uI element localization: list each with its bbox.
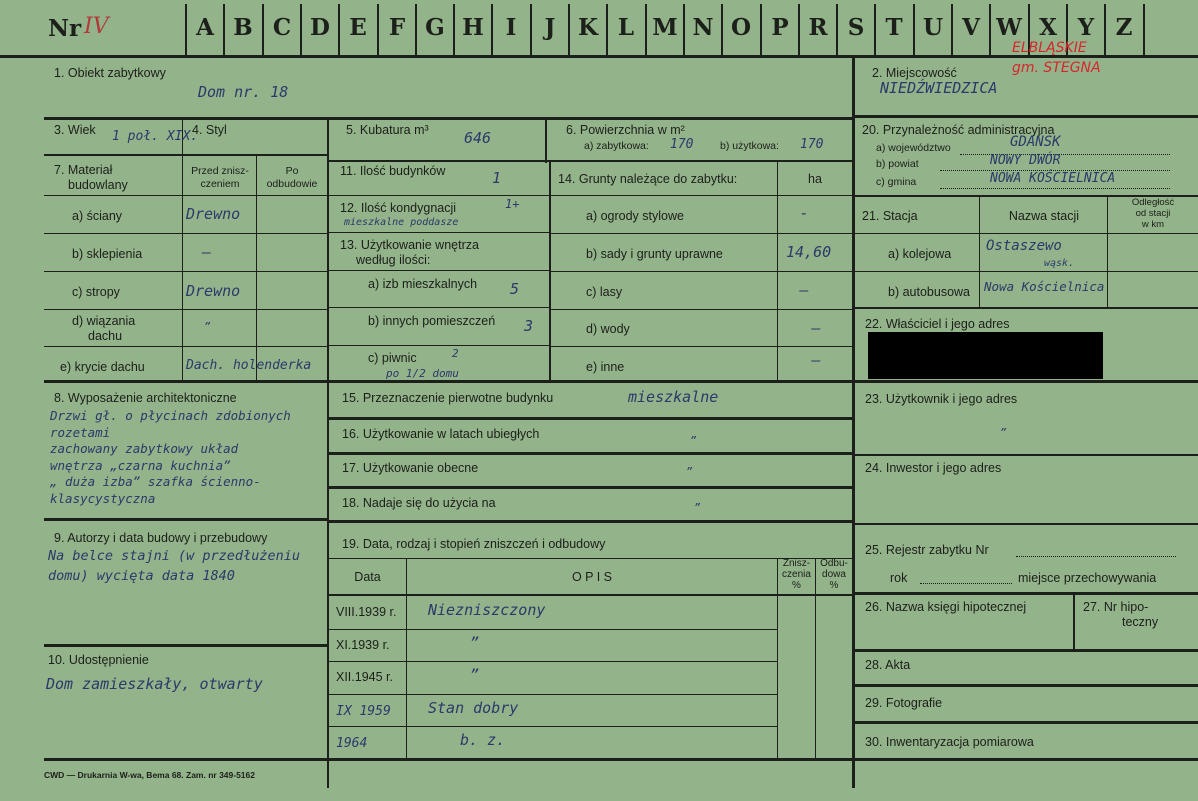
s5-value: 646 <box>464 129 492 147</box>
printer-footer: CWD — Drukarnia W-wa, Bema 68. Zam. nr 349-5162 <box>44 770 255 780</box>
letter-i: I <box>505 14 517 41</box>
s20-c-value: NOWA KOŚCIELNICA <box>990 171 1116 186</box>
s14-other-label: e) inne <box>586 360 625 374</box>
s23-value: ” <box>1000 426 1007 439</box>
s9-label: 9. Autorzy i data budowy i przebudowy <box>54 531 268 545</box>
letter-p: P <box>771 14 789 41</box>
s12-value-2: mieszkalne poddasze <box>344 217 459 228</box>
s6-b-value: 170 <box>800 137 824 152</box>
letter-l: L <box>617 14 635 41</box>
s21-col-dist-3: w km <box>1141 219 1165 230</box>
s13-c-label: c) piwnic <box>368 351 417 365</box>
s14-forests-label: c) lasy <box>586 285 623 299</box>
s8-line: wnętrza „czarna kuchnia” <box>50 457 231 473</box>
s23-label: 23. Użytkownik i jego adres <box>865 392 1018 406</box>
s26-label: 26. Nazwa księgi hipotecznej <box>865 600 1027 614</box>
s19-col-destr-3: % <box>792 580 801 591</box>
s9-line-1: Na belce stajni (w przedłużeniu <box>48 548 300 564</box>
s19-row-desc: Niezniszczony <box>428 601 546 619</box>
letter-m: M <box>652 14 678 41</box>
s19-col-destr-2: czenia <box>782 569 811 580</box>
s11-value: 1 <box>492 169 502 187</box>
s12-value-1: 1+ <box>505 197 520 211</box>
letter-e: E <box>349 14 367 41</box>
letter-f: F <box>388 14 406 41</box>
letter-x: X <box>1039 14 1057 41</box>
s7-vaults-value: — <box>202 243 212 261</box>
s12-label: 12. Ilość kondygnacji <box>340 201 457 215</box>
s13-b-value: 3 <box>524 317 534 335</box>
s14-gardens-value: - <box>799 204 809 222</box>
s18-label: 18. Nadaje się do użycia na <box>342 496 496 510</box>
letter-s: S <box>847 14 865 41</box>
nr-value: IV <box>84 14 109 39</box>
s19-row-date: IX 1959 <box>336 704 391 719</box>
s13-c-value-1: 2 <box>452 347 459 360</box>
letter-v: V <box>962 14 980 41</box>
letter-k: K <box>578 14 598 41</box>
s16-label: 16. Użytkowanie w latach ubiegłych <box>342 427 540 441</box>
s21-rail-value-2: wąsk. <box>1044 258 1075 269</box>
s7-ceilings-label: c) stropy <box>72 285 120 299</box>
s20-label: 20. Przynależność administracyjna <box>862 123 1055 137</box>
letter-n: N <box>692 14 714 41</box>
s7-trusses-value: ” <box>204 320 211 333</box>
s6-a-label: a) zabytkowa: <box>584 140 649 152</box>
s19-row-date: XII.1945 r. <box>336 670 393 684</box>
s19-row-desc: Stan dobry <box>428 699 519 717</box>
letter-a: A <box>196 14 214 41</box>
s1-value: Dom nr. 18 <box>198 83 289 101</box>
s7-col-after-2: odbudowie <box>266 178 318 190</box>
s19-col-rebuild-1: Odbu- <box>820 558 848 569</box>
letter-r: R <box>808 14 828 41</box>
s8-line: klasycystyczna <box>50 490 156 506</box>
letter-d: D <box>310 14 330 41</box>
letter-b: B <box>233 14 253 41</box>
s24-label: 24. Inwestor i jego adres <box>865 461 1002 475</box>
s15-label: 15. Przeznaczenie pierwotne budynku <box>342 391 554 405</box>
letter-c: C <box>272 14 292 41</box>
s20-a-label: a) województwo <box>876 142 951 154</box>
s7-col-before-1: Przed znisz- <box>191 165 249 177</box>
s13-c-value-2: po 1/2 domu <box>386 367 459 380</box>
s25-place: miejsce przechowywania <box>1018 571 1157 585</box>
s17-value: ” <box>686 465 693 478</box>
s19-row-desc: b. z. <box>460 731 506 749</box>
s19-row-date: 1964 <box>336 736 368 751</box>
s21-col-dist-1: Odległość <box>1131 197 1175 208</box>
s3-label: 3. Wiek <box>54 123 96 137</box>
s7-walls-value: Drewno <box>186 205 241 223</box>
s19-col-destr-1: Znisz- <box>782 558 811 569</box>
s20-a-value: GDAŃSK <box>1010 134 1061 150</box>
s14-other-value: — <box>811 351 821 369</box>
s21-bus-value: Nowa Kościelnica <box>984 279 1105 294</box>
s9-line-2: domu) wycięta data 1840 <box>48 568 235 584</box>
s19-row-desc: ” <box>470 634 480 652</box>
commune-annotation: gm. STEGNA <box>1012 60 1101 76</box>
s7-walls-label: a) ściany <box>72 209 123 223</box>
s27-label-1: 27. Nr hipo- <box>1083 600 1149 614</box>
s22-label: 22. Właściciel i jego adres <box>865 317 1010 331</box>
s10-value: Dom zamieszkały, otwarty <box>46 675 263 693</box>
s7-label-1: 7. Materiał <box>54 163 113 177</box>
s17-label: 17. Użytkowanie obecne <box>342 461 479 475</box>
s2-label: 2. Miejscowość <box>872 66 957 80</box>
s21-col-dist-2: od stacji <box>1135 208 1171 219</box>
redacted-owner-block <box>868 332 1103 379</box>
right-column-divider <box>852 58 855 788</box>
s14-forests-value: — <box>799 281 809 299</box>
s30-label: 30. Inwentaryzacja pomiarowa <box>865 735 1034 749</box>
s16-value: ” <box>690 434 697 447</box>
s14-waters-value: — <box>811 319 821 337</box>
s19-col-rebuild-3: % <box>829 580 839 591</box>
s8-line: Drzwi gł. o płycinach zdobionych <box>50 408 291 423</box>
s6-b-label: b) użytkowa: <box>720 140 779 152</box>
nr-label: Nr <box>48 15 82 42</box>
s20-b-label: b) powiat <box>876 158 919 170</box>
letter-w: W <box>996 14 1022 41</box>
s21-bus-label: b) autobusowa <box>888 285 971 299</box>
s8-line: rozetami <box>50 424 111 440</box>
s13-a-label: a) izb mieszkalnych <box>368 277 478 291</box>
s10-label: 10. Udostępnienie <box>48 653 149 667</box>
s14-orchards-value: 14,60 <box>786 243 832 261</box>
s7-col-after-1: Po <box>285 165 299 177</box>
s28-label: 28. Akta <box>865 658 911 672</box>
s21-rail-value-1: Ostaszewo <box>986 238 1062 254</box>
s7-trusses-label-1: d) wiązania <box>72 314 136 328</box>
s20-c-label: c) gmina <box>876 176 917 188</box>
s13-b-label: b) innych pomieszczeń <box>368 314 496 328</box>
s19-row-date: XI.1939 r. <box>336 638 390 652</box>
s18-value: ” <box>694 501 701 514</box>
s21-col-name: Nazwa stacji <box>1008 209 1080 223</box>
letter-h: H <box>462 14 484 41</box>
s25-rok: rok <box>890 571 908 585</box>
s27-label-2: teczny <box>1122 615 1159 629</box>
s7-roofing-label: e) krycie dachu <box>60 360 145 374</box>
letter-g: G <box>425 14 445 41</box>
s7-ceilings-value: Drewno <box>186 282 241 300</box>
s14-waters-label: d) wody <box>586 322 630 336</box>
s25-label: 25. Rejestr zabytku Nr <box>865 543 989 557</box>
voivodeship-annotation: ELBLĄSKIE <box>1012 40 1087 56</box>
s6-label: 6. Powierzchnia w m² <box>566 123 685 137</box>
letter-j: J <box>544 14 556 41</box>
s14-gardens-label: a) ogrody stylowe <box>586 209 684 223</box>
letter-t: T <box>885 14 903 41</box>
letter-y: Y <box>1077 14 1095 41</box>
s19-row-date: VIII.1939 r. <box>336 605 397 619</box>
s1-label: 1. Obiekt zabytkowy <box>54 66 166 80</box>
s20-b-value: NOWY DWÓR <box>990 153 1061 168</box>
s21-rail-label: a) kolejowa <box>888 247 952 261</box>
s14-unit: ha <box>808 172 822 186</box>
s8-line: „ duża izba” szafka ścienno- <box>50 474 261 489</box>
s7-col-before-2: czeniem <box>200 178 240 190</box>
s19-col-desc: O P I S <box>571 570 613 584</box>
s2-value: NIEDŹWIEDZICA <box>880 79 998 97</box>
s11-label: 11. Ilość budynków <box>340 164 446 178</box>
s7-vaults-label: b) sklepienia <box>72 247 143 261</box>
s15-value: mieszkalne <box>628 388 719 406</box>
s14-orchards-label: b) sady i grunty uprawne <box>586 247 723 261</box>
s19-row-desc: ” <box>470 666 480 684</box>
s3-value: 1 poł. XIX. <box>112 129 199 144</box>
s8-line: zachowany zabytkowy układ <box>50 441 239 456</box>
s8-label: 8. Wyposażenie architektoniczne <box>54 391 237 405</box>
s13-label-1: 13. Użytkowanie wnętrza <box>340 238 479 252</box>
s19-label: 19. Data, rodzaj i stopień zniszczeń i odbudowy <box>342 537 606 551</box>
s29-label: 29. Fotografie <box>865 696 943 710</box>
letter-z: Z <box>1115 14 1133 41</box>
s5-label: 5. Kubatura m³ <box>346 123 429 137</box>
s13-label-2: według ilości: <box>356 253 431 267</box>
letter-u: U <box>922 14 944 41</box>
s19-col-date: Data <box>354 570 381 584</box>
s6-a-value: 170 <box>670 137 694 152</box>
s4-label: 4. Styl <box>192 123 227 137</box>
s7-trusses-label-2: dachu <box>88 329 123 343</box>
s13-a-value: 5 <box>510 280 520 298</box>
s14-label: 14. Grunty należące do zabytku: <box>558 172 738 186</box>
s19-col-rebuild-2: dowa <box>822 569 846 580</box>
s7-label-2: budowlany <box>68 178 128 192</box>
s21-label: 21. Stacja <box>862 209 918 223</box>
letter-o: O <box>730 14 752 41</box>
s7-roofing-value: Dach. holenderka <box>186 358 312 373</box>
